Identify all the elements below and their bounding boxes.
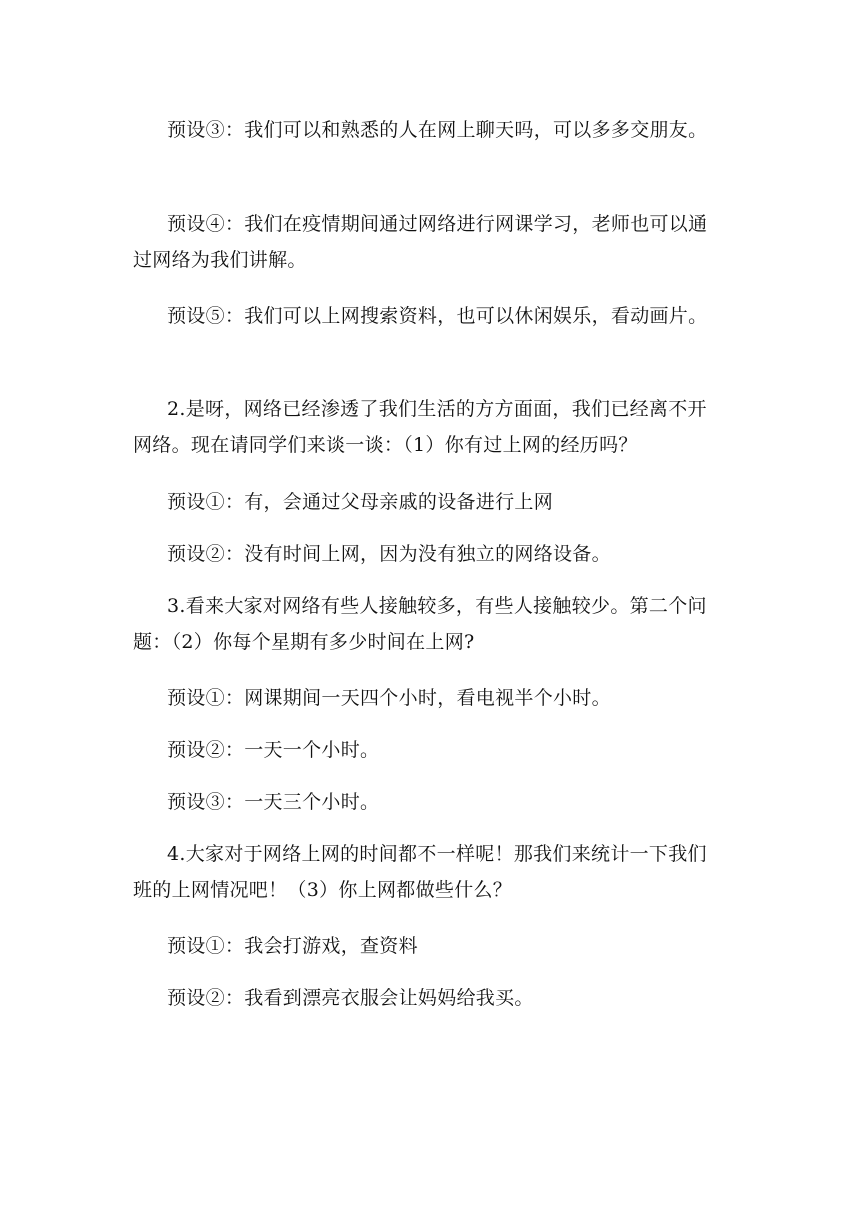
- paragraph-q3-preset-2: 预设②：我看到漂亮衣服会让妈妈给我买。: [167, 987, 534, 1009]
- paragraph-q2-preset-1: 预设①：网课期间一天四个小时，看电视半个小时。: [167, 687, 611, 709]
- paragraph-q3-preset-1: 预设①：我会打游戏，查资料: [167, 935, 418, 957]
- paragraph-question-3: 4.大家对于网络上网的时间都不一样呢！那我们来统计一下我们班的上网情况吧！（3）你上网都做些什么？: [133, 843, 707, 901]
- paragraph-q1-preset-1: 预设①：有，会通过父母亲戚的设备进行上网: [167, 491, 554, 513]
- paragraph-q2-preset-2: 预设②：一天一个小时。: [167, 739, 380, 761]
- paragraph-preset-5-search: 预设⑤：我们可以上网搜索资料，也可以休闲娱乐，看动画片。: [167, 305, 708, 327]
- paragraph-question-2: 3.看来大家对网络有些人接触较多，有些人接触较少。第二个问题：（2）你每个星期有多少时间在上网?: [133, 595, 707, 653]
- paragraph-preset-3-chat: 预设③：我们可以和熟悉的人在网上聊天吗，可以多多交朋友。: [167, 119, 708, 141]
- paragraph-q1-preset-2: 预设②：没有时间上网，因为没有独立的网络设备。: [167, 543, 611, 565]
- paragraph-question-1: 2.是呀，网络已经渗透了我们生活的方方面面，我们已经离不开网络。现在请同学们来谈一谈：（1）你有过上网的经历吗？: [133, 398, 707, 456]
- paragraph-preset-4-online-class: 预设④：我们在疫情期间通过网络进行网课学习，老师也可以通过网络为我们讲解。: [133, 213, 708, 271]
- paragraph-q2-preset-3: 预设③：一天三个小时。: [167, 791, 380, 813]
